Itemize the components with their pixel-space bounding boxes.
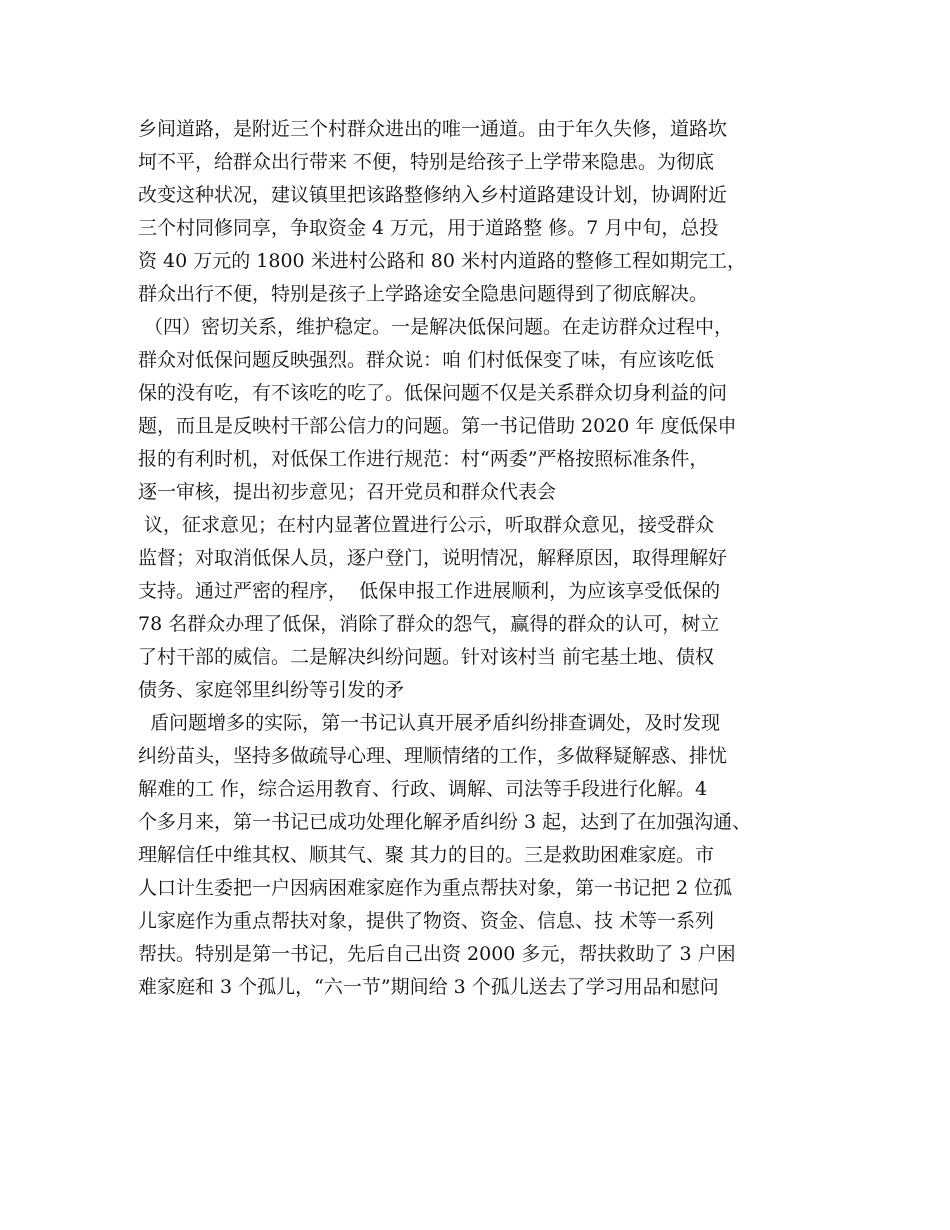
- text-line: 议，征求意见；在村内显著位置进行公示，听取群众意见，接受群众: [138, 514, 715, 536]
- text-line: 个多月来，第一书记已成功处理化解矛盾纠纷 3 起，达到了在加强沟通、: [138, 811, 752, 833]
- text-line: 支持。通过严密的程序， 低保申报工作进展顺利，为应该享受低保的: [138, 580, 721, 602]
- text-line: 了村干部的威信。二是解决纠纷问题。针对该村当 前宅基土地、债权: [138, 646, 715, 668]
- text-line: 78 名群众办理了低保，消除了群众的怨气，赢得的群众的认可，树立: [138, 613, 720, 635]
- text-line: 解难的工 作，综合运用教育、行政、调解、司法等手段进行化解。4: [138, 778, 708, 800]
- text-line: 儿家庭作为重点帮扶对象，提供了物资、资金、信息、技 术等一系列: [138, 910, 715, 932]
- text-line: 盾问题增多的实际，第一书记认真开展矛盾纠纷排查调处，及时发现: [138, 712, 721, 734]
- text-line: 帮扶。特别是第一书记，先后自己出资 2000 多元，帮扶救助了 3 户困: [138, 943, 736, 965]
- text-line: 乡间道路，是附近三个村群众进出的唯一通道。由于年久失修，道路坎: [138, 118, 728, 140]
- text-line: 逐一审核，提出初步意见；召开党员和群众代表会: [138, 481, 557, 503]
- text-line: 三个村同修同享，争取资金 4 万元，用于道路整 修。7 月中旬，总投: [138, 217, 719, 239]
- text-line: 难家庭和 3 个孤儿，“六一节”期间给 3 个孤儿送去了学习用品和慰问: [138, 976, 719, 998]
- text-line: 理解信任中维其权、顺其气、聚 其力的目的。三是救助困难家庭。市: [138, 844, 715, 866]
- text-line: 改变这种状况，建议镇里把该路整修纳入乡村道路建设计划，协调附近: [138, 184, 728, 206]
- text-line: 人口计生委把一户因病困难家庭作为重点帮扶对象，第一书记把 2 位孤: [138, 877, 733, 899]
- text-line: 群众出行不便，特别是孩子上学路途安全隐患问题得到了彻底解决。: [138, 283, 709, 305]
- text-line: 保的没有吃，有不该吃的吃了。低保问题不仅是关系群众切身利益的问: [138, 382, 728, 404]
- text-line: 监督；对取消低保人员，逐户登门，说明情况，解释原因，取得理解好: [138, 547, 728, 569]
- text-line: 题，而且是反映村干部公信力的问题。第一书记借助 2020 年 度低保申: [138, 415, 737, 437]
- text-line: 资 40 万元的 1800 米进村公路和 80 米村内道路的整修工程如期完工，: [138, 250, 746, 272]
- body-text: [138, 113, 838, 1004]
- text-line: 坷不平，给群众出行带来 不便，特别是给孩子上学带来隐患。为彻底: [138, 151, 715, 173]
- text-line: （四）密切关系，维护稳定。一是解决低保问题。在走访群众过程中，: [138, 316, 734, 338]
- text-line: 债务、家庭邻里纠纷等引发的矛: [138, 679, 405, 701]
- text-line: 群众对低保问题反映强烈。群众说：咱 们村低保变了味，有应该吃低: [138, 349, 715, 371]
- text-line: 报的有利时机，对低保工作进行规范：村“两委”严格按照标准条件，: [138, 448, 709, 470]
- text-line: 纠纷苗头，坚持多做疏导心理、理顺情绪的工作，多做释疑解惑、排忧: [138, 745, 728, 767]
